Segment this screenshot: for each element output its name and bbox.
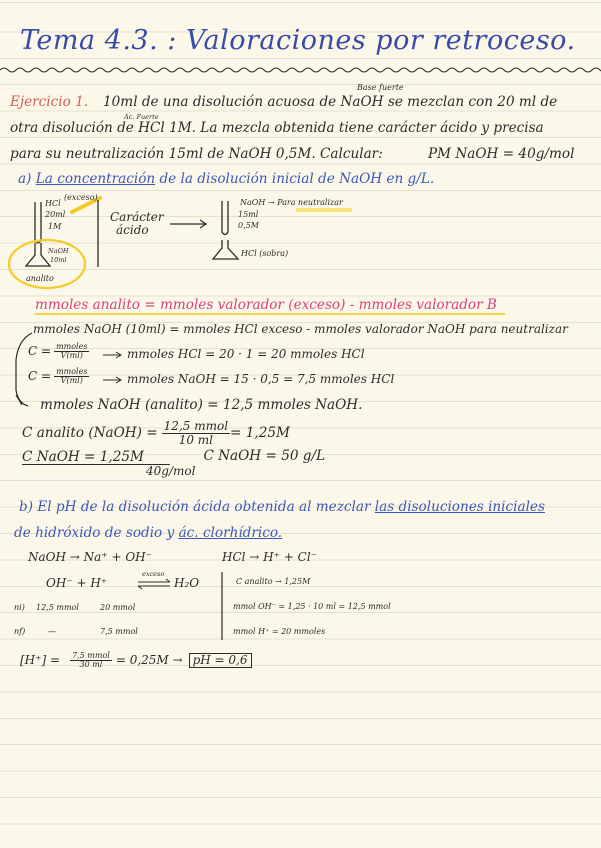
note-base-fuerte: Base fuerte	[357, 83, 404, 92]
reaction-1: NaOH → Na⁺ + OH⁻	[28, 550, 152, 564]
note-acido-fuerte: Ác. Fuerte	[124, 113, 159, 121]
title-underline-wave	[0, 68, 601, 72]
c-analyte-den: 10 ml	[178, 432, 213, 447]
right-calc-1: C analito → 1,25M	[236, 577, 311, 586]
calc-line-3: mmoles NaOH = 15 · 0,5 = 7,5 mmoles HCl	[127, 372, 395, 386]
calc-c-symbol-2: C =	[28, 369, 52, 384]
ni-oh: 12,5 mmol	[36, 603, 79, 612]
c-analyte-result: = 1,25M	[230, 424, 290, 441]
test-tube-1	[35, 202, 41, 243]
part-a-rest: de la disolución inicial de NaOH en g/L.	[159, 171, 435, 187]
equilibrium-arrow	[138, 579, 170, 589]
calc-line-1: mmoles NaOH (10ml) = mmoles HCl exceso - mmoles valorador NaOH para neutralizar	[33, 322, 568, 336]
h-conc-result: = 0,25M →	[115, 653, 183, 668]
exercise-label: Ejercicio 1.	[10, 94, 89, 110]
nf-h: 7,5 mmol	[100, 627, 138, 636]
tube2-label: NaOH	[240, 198, 266, 207]
c-naoh-left: C NaOH = 1,25M	[22, 450, 170, 465]
page-title: Tema 4.3. : Valoraciones por retroceso.	[20, 25, 576, 56]
part-b-text-1: El pH de la disolución ácida obtenida al mezclar	[37, 499, 371, 515]
reaction-3-right: H₂O	[174, 576, 200, 590]
nf-oh: —	[48, 627, 56, 636]
h-conc-left: [H⁺] =	[20, 653, 61, 668]
exercise-line-1: 10ml de una disolución acuosa de NaOH se mezclan con 20 ml de	[103, 94, 558, 110]
main-formula: mmoles analito = mmoles valorador (exceso) - mmoles valorador B	[35, 297, 497, 313]
part-a-underlined: La concentración	[35, 171, 156, 187]
calc-arrow-1	[103, 352, 121, 358]
ni-h: 20 mmol	[100, 603, 136, 612]
calc-arrow-2	[103, 377, 121, 383]
part-b-prefix: b)	[19, 499, 34, 515]
tube1-volume: 20ml	[45, 210, 66, 219]
tube1-label: HCl	[45, 199, 61, 208]
calc-c-symbol-1: C =	[28, 344, 52, 359]
exercise-line-2: otra disolución de HCl 1M. La mezcla obtenida tiene carácter ácido y precisa	[10, 120, 544, 136]
tube2-arrow-icon: →	[267, 198, 275, 207]
calc-line-4: mmoles NaOH (analito) = 12,5 mmoles NaOH.	[40, 397, 363, 413]
reaction-3-excess: exceso	[142, 570, 165, 578]
tube2-purpose: neutralizar	[298, 198, 343, 207]
h-conc-num: 7,5 mmol	[72, 651, 110, 660]
character-line-1: Carácter	[110, 210, 164, 224]
tube2-arrow-text: Para	[277, 198, 296, 207]
tube1-conc: 1M	[48, 222, 62, 231]
flask-volume: 10ml	[50, 256, 67, 264]
beaker-label: HCl (sobra)	[241, 249, 289, 258]
c-naoh-result: C NaOH = 50 g/L	[203, 448, 326, 465]
c-naoh-den: 40g/mol	[146, 464, 196, 479]
flask-label: NaOH	[48, 247, 69, 255]
diagram-arrow	[170, 220, 206, 228]
calc-frac-num-1: mmoles	[56, 342, 88, 351]
calc-line-2: mmoles HCl = 20 · 1 = 20 mmoles HCl	[127, 347, 365, 361]
calc-frac-den-1: V(ml)	[60, 351, 83, 361]
h-conc-den: 30 ml	[79, 660, 103, 670]
nf-label: nf)	[14, 627, 26, 636]
part-b-text-2: de hidróxido de sodio y	[14, 525, 175, 541]
tube2-volume: 15ml	[238, 210, 259, 219]
tube1-excess: (exceso)	[64, 193, 98, 202]
part-b-text-1-underlined: las disoluciones iniciales	[374, 499, 545, 515]
analyte-label: analito	[26, 274, 54, 283]
flask-naoh	[26, 243, 50, 266]
molar-mass: PM NaOH = 40g/mol	[428, 146, 575, 162]
ph-result-box: pH = 0,6	[189, 653, 252, 668]
calc-frac-den-2: V(ml)	[60, 376, 83, 386]
character-line-2: ácido	[116, 223, 149, 237]
calc-frac-num-2: mmoles	[56, 367, 88, 376]
c-analyte-left: C analito (NaOH) =	[22, 424, 158, 441]
tube2-conc: 0,5M	[238, 221, 259, 230]
right-calc-3: mmol H⁺ = 20 mmoles	[233, 627, 326, 636]
right-calc-2: mmol OH⁻ = 1,25 · 10 ml = 12,5 mmol	[233, 602, 391, 611]
reaction-3-left: OH⁻ + H⁺	[46, 576, 108, 590]
ni-label: ni)	[14, 603, 25, 612]
part-a-prefix: a)	[18, 171, 32, 187]
c-analyte-num: 12,5 mmol	[163, 419, 229, 433]
exercise-line-3: para su neutralización 15ml de NaOH 0,5M. Calcular:	[10, 146, 383, 162]
beaker-hcl	[213, 240, 238, 259]
reaction-2: HCl → H⁺ + Cl⁻	[222, 550, 318, 564]
part-b-text-2-underlined: ác. clorhídrico.	[178, 525, 283, 541]
test-tube-2	[222, 201, 228, 235]
